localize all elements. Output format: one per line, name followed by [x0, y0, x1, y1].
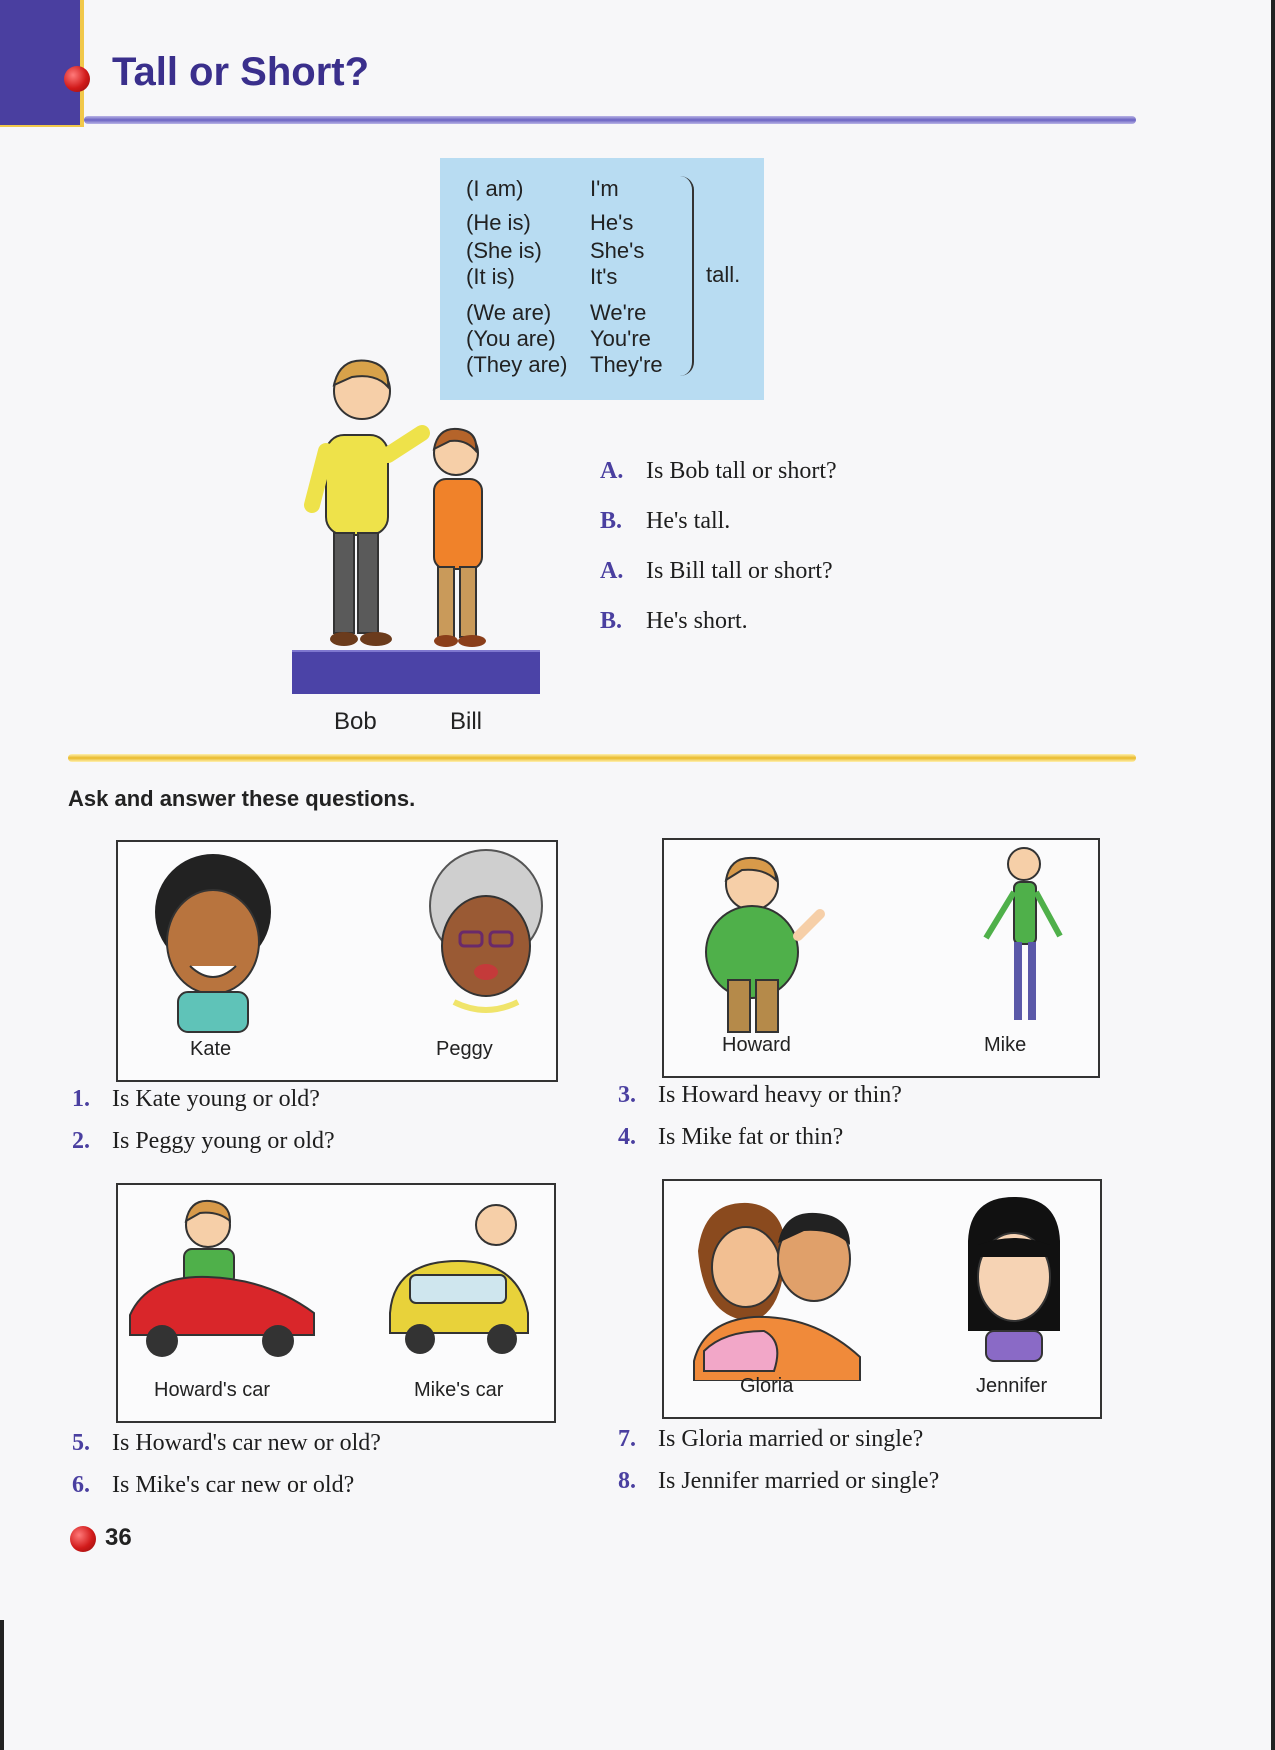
question-number: 8.	[618, 1468, 636, 1494]
grammar-full-2: (He is)	[466, 210, 531, 235]
question-2	[72, 1128, 335, 1155]
question-number: 7.	[618, 1426, 636, 1452]
gloria-jennifer-illustration	[664, 1181, 1100, 1381]
panel-2-left-name: Howard	[722, 1034, 791, 1056]
bob-figure	[312, 361, 422, 647]
section-rule	[68, 754, 1136, 762]
picture-panel-2	[662, 838, 1100, 1078]
question-number: 4.	[618, 1124, 636, 1150]
grammar-short-6: You're	[590, 326, 651, 351]
figure-label-left: Bob	[334, 708, 377, 735]
bill-figure	[434, 429, 486, 647]
question-text: Is Kate young or old?	[112, 1086, 320, 1112]
figure-label-right: Bill	[450, 708, 483, 735]
question-number: 3.	[618, 1082, 636, 1108]
question-3	[618, 1082, 902, 1109]
grammar-full-7: (They are)	[466, 352, 568, 377]
grammar-adjective: tall.	[706, 262, 741, 287]
howard-mike-illustration	[664, 840, 1098, 1040]
dialog-line	[600, 558, 833, 585]
grammar-full-5: (We are)	[466, 300, 552, 325]
grammar-short-4: It's	[590, 264, 618, 289]
question-number: 2.	[72, 1128, 90, 1154]
dialog-text: He's short.	[646, 608, 748, 634]
speaker-label: B.	[600, 608, 623, 634]
grammar-short-5: We're	[590, 300, 647, 325]
dialog-line	[600, 608, 748, 635]
page-bullet-icon	[70, 1526, 96, 1552]
dialog-text: He's tall.	[646, 508, 731, 534]
question-6	[72, 1472, 354, 1499]
question-number: 5.	[72, 1430, 90, 1456]
title-rule	[84, 116, 1136, 124]
page-number: 36	[105, 1524, 132, 1551]
question-text: Is Peggy young or old?	[112, 1128, 335, 1154]
picture-panel-1	[116, 840, 558, 1082]
speaker-label: A.	[600, 458, 624, 484]
speaker-label: B.	[600, 508, 623, 534]
grammar-full-1: (I am)	[466, 176, 524, 201]
panel-1-left-name: Kate	[190, 1038, 232, 1060]
panel-1-right-name: Peggy	[436, 1038, 493, 1060]
question-5	[72, 1430, 381, 1457]
question-text: Is Mike fat or thin?	[658, 1124, 844, 1150]
grammar-full-4: (It is)	[466, 264, 515, 289]
picture-panel-3	[116, 1183, 556, 1423]
panel-3-right-name: Mike's car	[414, 1379, 504, 1401]
grammar-full-3: (She is)	[466, 238, 542, 263]
dialog-text: Is Bill tall or short?	[646, 558, 833, 584]
page-title: Tall or Short?	[112, 50, 370, 94]
question-number: 6.	[72, 1472, 90, 1498]
grammar-short-1: I'm	[590, 176, 619, 201]
brace	[678, 176, 694, 376]
scan-edge-left	[0, 1620, 4, 1750]
question-4	[618, 1124, 843, 1151]
dialog-line	[600, 458, 837, 485]
question-text: Is Mike's car new or old?	[112, 1472, 355, 1498]
question-number: 1.	[72, 1086, 90, 1112]
question-text: Is Howard's car new or old?	[112, 1430, 381, 1456]
question-text: Is Howard heavy or thin?	[658, 1082, 902, 1108]
question-1	[72, 1086, 320, 1113]
corner-tab	[0, 0, 84, 127]
kate-peggy-illustration	[118, 842, 556, 1042]
question-8	[618, 1468, 939, 1495]
panel-3-left-name: Howard's car	[154, 1379, 271, 1401]
exercise-instruction: Ask and answer these questions.	[68, 786, 416, 811]
grammar-short-2: He's	[590, 210, 634, 235]
grammar-short-3: She's	[590, 238, 645, 263]
grammar-short-7: They're	[590, 352, 663, 377]
question-text: Is Gloria married or single?	[658, 1426, 924, 1452]
speaker-label: A.	[600, 558, 624, 584]
dialog-text: Is Bob tall or short?	[646, 458, 837, 484]
bullet-icon	[64, 66, 90, 92]
panel-4-right-name: Jennifer	[976, 1375, 1048, 1397]
picture-panel-4	[662, 1179, 1102, 1419]
cars-illustration	[118, 1185, 554, 1385]
panel-2-right-name: Mike	[984, 1034, 1027, 1056]
question-text: Is Jennifer married or single?	[658, 1468, 940, 1494]
question-7	[618, 1426, 923, 1453]
dialog-line	[600, 508, 730, 535]
panel-4-left-name: Gloria	[740, 1375, 794, 1397]
bob-and-bill-illustration	[290, 355, 550, 685]
scan-edge	[1271, 0, 1275, 1750]
grammar-full-6: (You are)	[466, 326, 556, 351]
